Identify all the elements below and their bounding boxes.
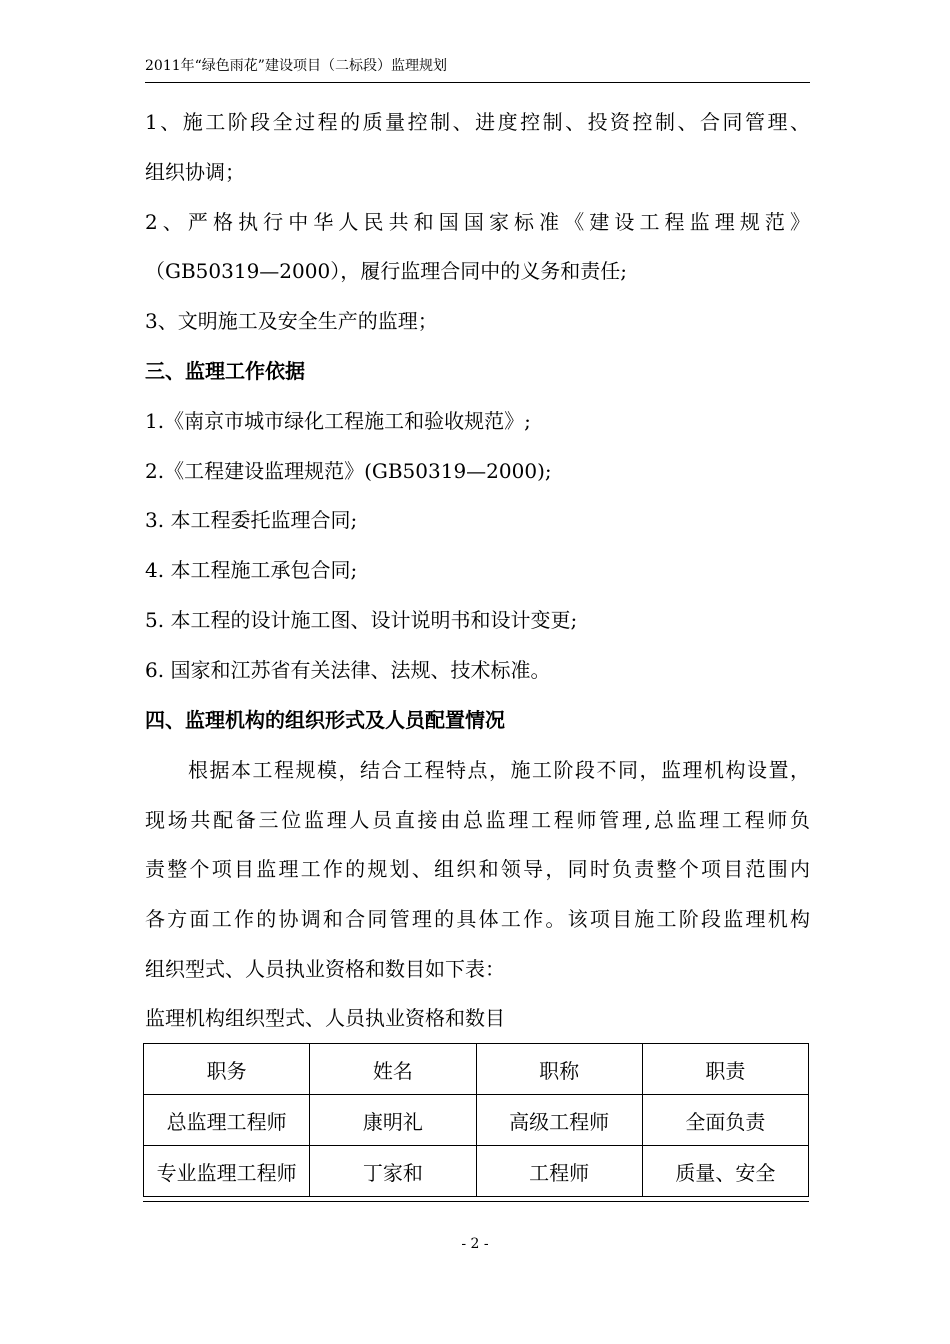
table-header-cell: 职务 bbox=[144, 1044, 310, 1095]
table-cell: 高级工程师 bbox=[476, 1095, 642, 1146]
paragraph-line: 根据本工程规模，结合工程特点，施工阶段不同，监理机构设置， bbox=[145, 758, 810, 782]
list-item: 6. 国家和江苏省有关法律、法规、技术标准。 bbox=[145, 658, 551, 682]
table-header-cell: 职责 bbox=[642, 1044, 808, 1095]
list-item: 1.《南京市城市绿化工程施工和验收规范》; bbox=[145, 409, 531, 433]
header-divider bbox=[145, 82, 810, 83]
paragraph-line: 责整个项目监理工作的规划、组织和领导，同时负责整个项目范围内 bbox=[145, 857, 810, 881]
table-cell: 专业监理工程师 bbox=[144, 1146, 310, 1197]
list-item: 2.《工程建设监理规范》(GB50319—2000); bbox=[145, 459, 552, 483]
paragraph-line: 组织型式、人员执业资格和数目如下表： bbox=[145, 957, 505, 981]
page-header: 2011年“绿色雨花”建设项目（二标段）监理规划 bbox=[145, 58, 447, 74]
body-line: （GB50319—2000），履行监理合同中的义务和责任; bbox=[145, 259, 627, 283]
section-heading: 三、监理工作依据 bbox=[145, 359, 305, 383]
table-cell: 丁家和 bbox=[310, 1146, 476, 1197]
body-line: 组织协调； bbox=[145, 160, 245, 184]
section-heading: 四、监理机构的组织形式及人员配置情况 bbox=[145, 708, 505, 732]
table-cell: 工程师 bbox=[476, 1146, 642, 1197]
table-bottom-rule bbox=[143, 1201, 809, 1202]
table-cell: 质量、安全 bbox=[642, 1146, 808, 1197]
body-line: 1、施工阶段全过程的质量控制、进度控制、投资控制、合同管理、 bbox=[145, 110, 810, 134]
table-caption: 监理机构组织型式、人员执业资格和数目 bbox=[145, 1006, 505, 1030]
staff-table bbox=[143, 1043, 809, 1197]
paragraph-line: 各方面工作的协调和合同管理的具体工作。该项目施工阶段监理机构 bbox=[145, 907, 810, 931]
paragraph-line: 现场共配备三位监理人员直接由总监理工程师管理,总监理工程师负 bbox=[145, 808, 810, 832]
table-header-cell: 姓名 bbox=[310, 1044, 476, 1095]
body-line: 2、严格执行中华人民共和国国家标准《建设工程监理规范》 bbox=[145, 210, 810, 234]
list-item: 3. 本工程委托监理合同; bbox=[145, 508, 358, 532]
table-header-cell: 职称 bbox=[476, 1044, 642, 1095]
list-item: 5. 本工程的设计施工图、设计说明书和设计变更; bbox=[145, 608, 578, 632]
table-row bbox=[144, 1146, 809, 1197]
table-cell: 康明礼 bbox=[310, 1095, 476, 1146]
list-item: 4. 本工程施工承包合同; bbox=[145, 558, 358, 582]
table-cell: 总监理工程师 bbox=[144, 1095, 310, 1146]
table-header-row bbox=[144, 1044, 809, 1095]
table-cell: 全面负责 bbox=[642, 1095, 808, 1146]
table-row bbox=[144, 1095, 809, 1146]
page-number: - 2 - bbox=[461, 1236, 489, 1252]
body-line: 3、文明施工及安全生产的监理； bbox=[145, 309, 438, 333]
